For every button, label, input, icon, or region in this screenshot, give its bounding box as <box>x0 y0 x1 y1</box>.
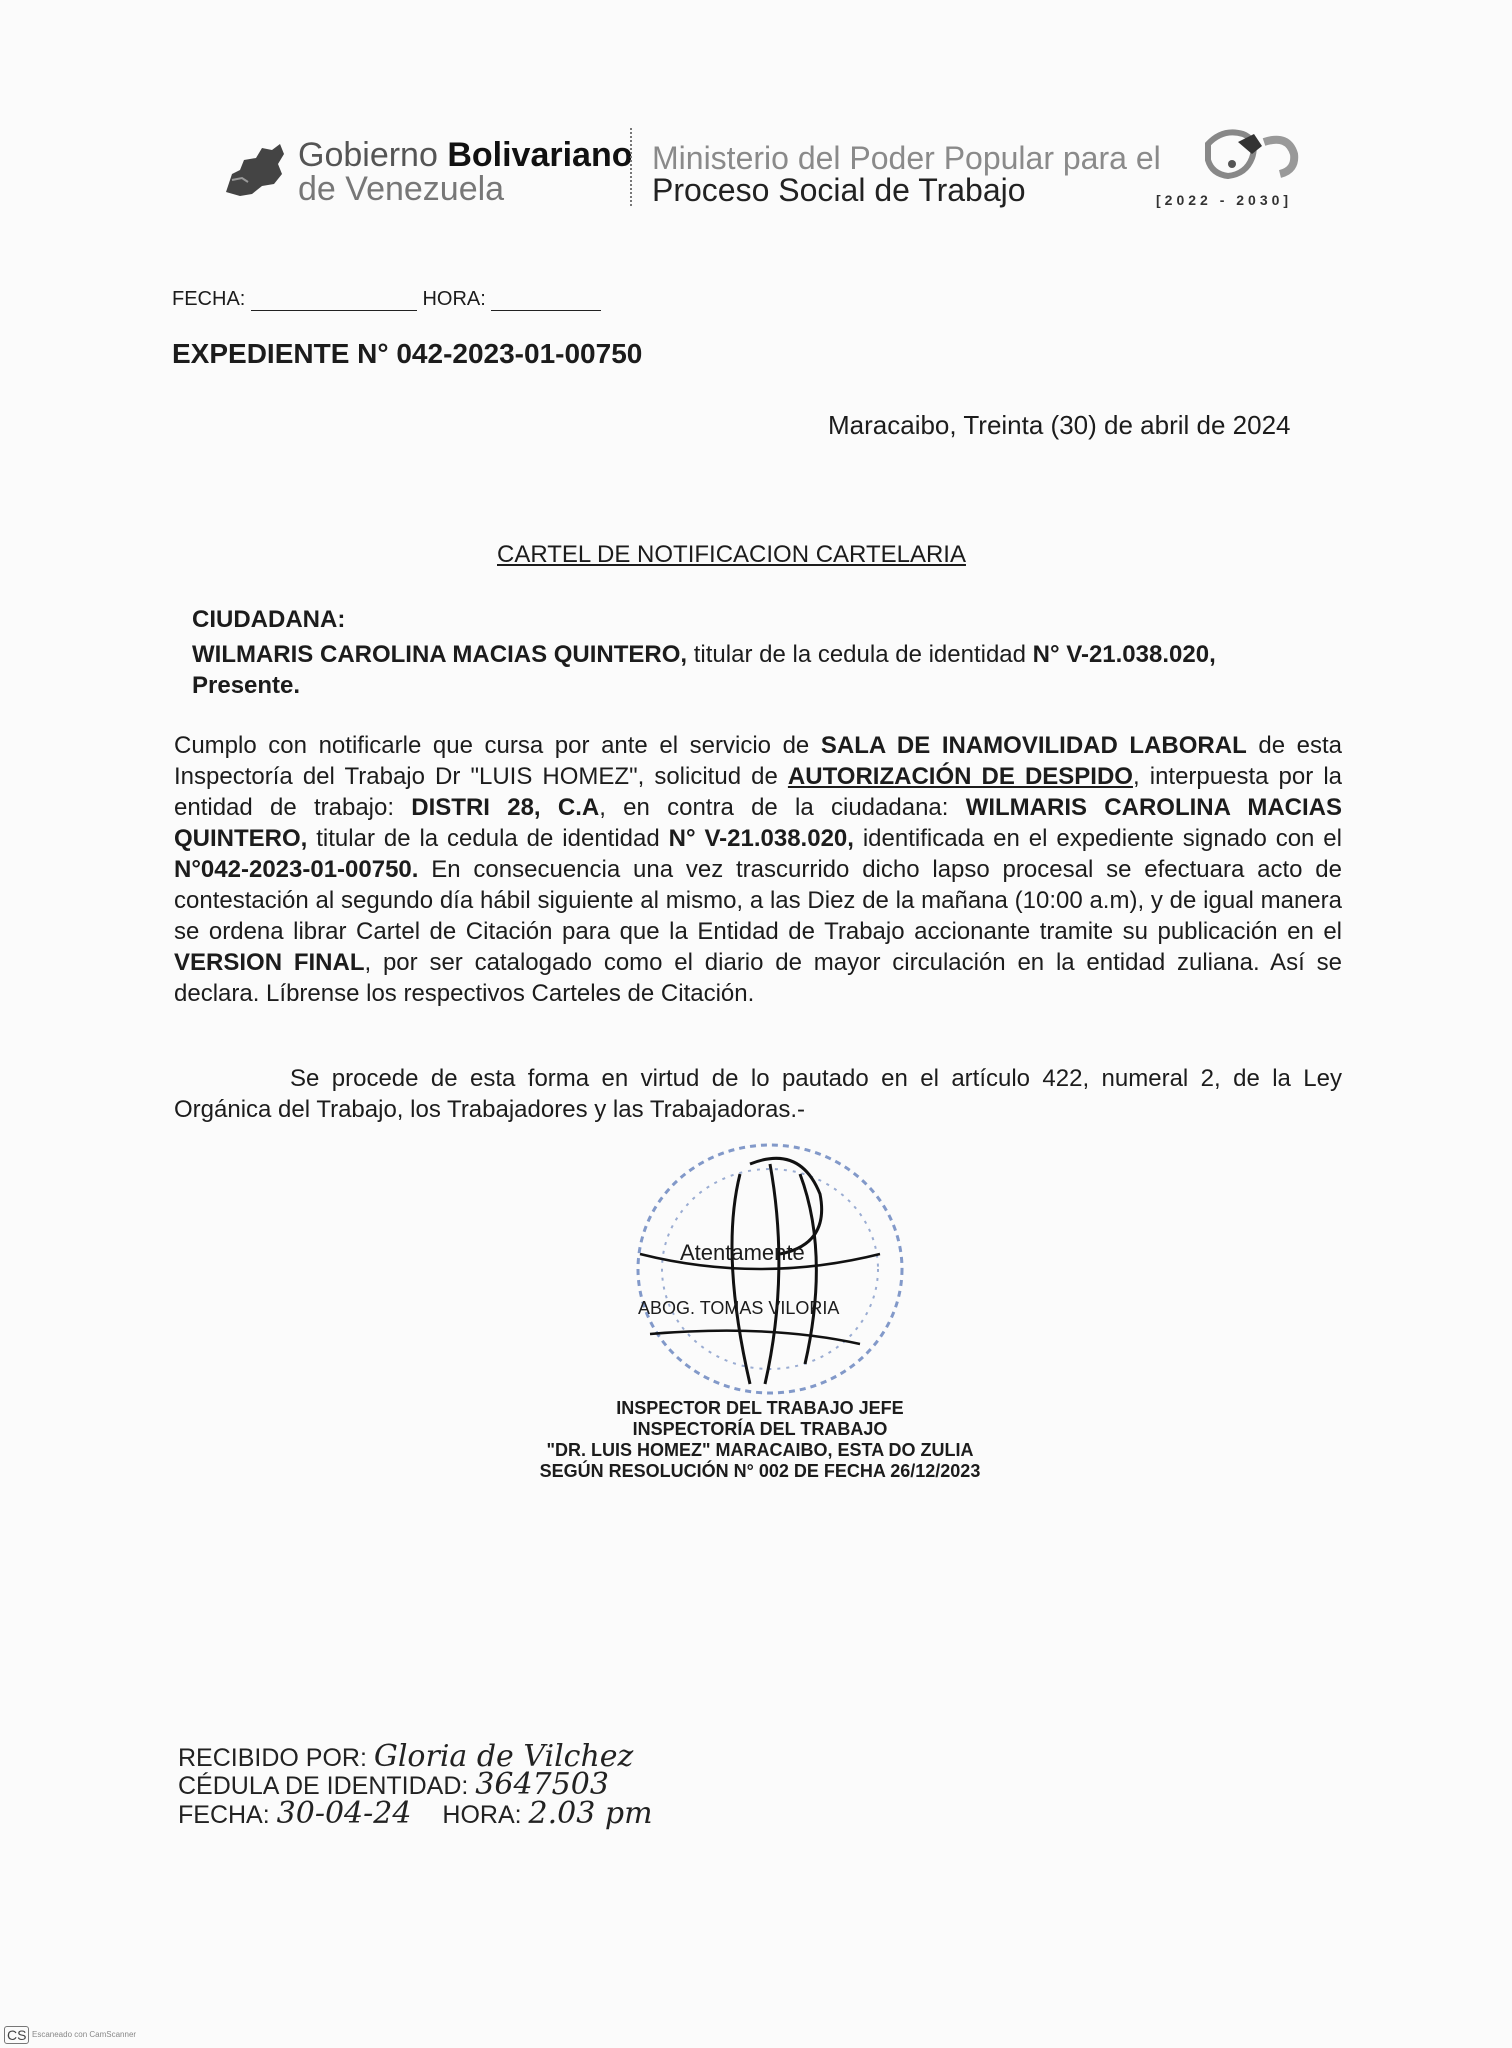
recibido-value: Gloria de Vilchez <box>373 1739 634 1774</box>
gobierno-line2: de Venezuela <box>298 170 505 208</box>
addressee-name-line: WILMARIS CAROLINA MACIAS QUINTERO, titular de la cedula de identidad N° V-21.038.020, <box>192 641 1216 668</box>
gobierno-line1: Gobierno Bolivariano <box>298 136 633 174</box>
venezuela-map-logo-icon <box>222 140 288 200</box>
receipt-fecha-value: 30-04-24 <box>276 1796 412 1831</box>
body-paragraph-1: Cumplo con notificarle que cursa por ante el servicio de SALA DE INAMOVILIDAD LABORAL de esta Inspectoría del Trabajo Dr "LUIS HOMEZ", solicitud de AUTORIZACIÓN DE DESPIDO, interpuesta por la entidad de trabajo: DISTRI 28, C.A, en contra de la ciudadana: WILMARIS CAROLINA MACIAS QUINTERO, titular de la cedula de identidad N° V-21.038.020, identificada en el expediente signado con el N°042-2023-01-00750. En consecuencia una vez trascurrido dicho lapso procesal se efectuara acto de contestación al segundo día hábil siguiente al mismo, a las Diez de la mañana (10:00 a.m), y de igual manera se ordena librar Cartel de Citación para que la Entidad de Trabajo accionante tramite su publicación en el VERSION FINAL, por ser catalogado como el diario de mayor circulación en la entidad zuliana. Así se declara. Líbrense los respectivos Carteles de Citación. <box>174 732 1343 1007</box>
expediente-number: EXPEDIENTE N° 042-2023-01-00750 <box>172 338 643 369</box>
signature-line-4: SEGÚN RESOLUCIÓN N° 002 DE FECHA 26/12/2023 <box>539 1461 981 1481</box>
ministerio-line1: Ministerio del Poder Popular para el <box>652 140 1161 176</box>
hora-blank <box>491 292 601 311</box>
date-line: Maracaibo, Treinta (30) de abril de 2024 <box>828 410 1291 440</box>
signature-line-1: INSPECTOR DEL TRABAJO JEFE <box>616 1398 904 1418</box>
receipt-hora-label: HORA: <box>442 1801 522 1829</box>
logo-years: [2022 - 2030] <box>1156 192 1293 208</box>
atentamente-text: Atentamente <box>680 1240 805 1265</box>
signer-name: ABOG. TOMAS VILORIA <box>638 1298 840 1318</box>
camscanner-text: Escaneado con CamScanner <box>32 2030 137 2039</box>
receipt-hora-value: 2.03 pm <box>528 1796 653 1831</box>
signature-line-2: INSPECTORÍA DEL TRABAJO <box>632 1419 888 1439</box>
cedula-value: 3647503 <box>475 1767 609 1802</box>
fecha-label: FECHA: <box>172 288 246 310</box>
addressee-presente: Presente. <box>192 672 301 699</box>
receipt-fecha-label: FECHA: <box>178 1801 270 1829</box>
official-stamp-icon <box>620 1134 920 1404</box>
body-paragraph-2: Se procede de esta forma en virtud de lo pautado en el artículo 422, numeral 2, de la Ley Orgánica del Trabajo, los Trabajadores y las Trabajadoras.- <box>174 1065 1342 1123</box>
fecha-blank <box>251 292 417 311</box>
fecha-hora-receipt-line <box>178 1796 653 1831</box>
signature-line-3: "DR. LUIS HOMEZ" MARACAIBO, ESTA DO ZULIA <box>546 1440 974 1460</box>
recibido-label: RECIBIDO POR: <box>178 1744 367 1772</box>
addressee-label: CIUDADANA: <box>192 606 346 633</box>
header-divider <box>630 128 632 206</box>
hora-label: HORA: <box>422 288 486 310</box>
ministerio-line2: Proceso Social de Trabajo <box>652 172 1026 208</box>
fecha-hora-line <box>172 288 601 311</box>
cedula-label: CÉDULA DE IDENTIDAD: <box>178 1772 469 1800</box>
signature-block <box>420 1398 1100 1482</box>
camscanner-logo-icon: CS <box>4 2026 29 2044</box>
document-title: CARTEL DE NOTIFICACION CARTELARIA <box>497 541 966 568</box>
